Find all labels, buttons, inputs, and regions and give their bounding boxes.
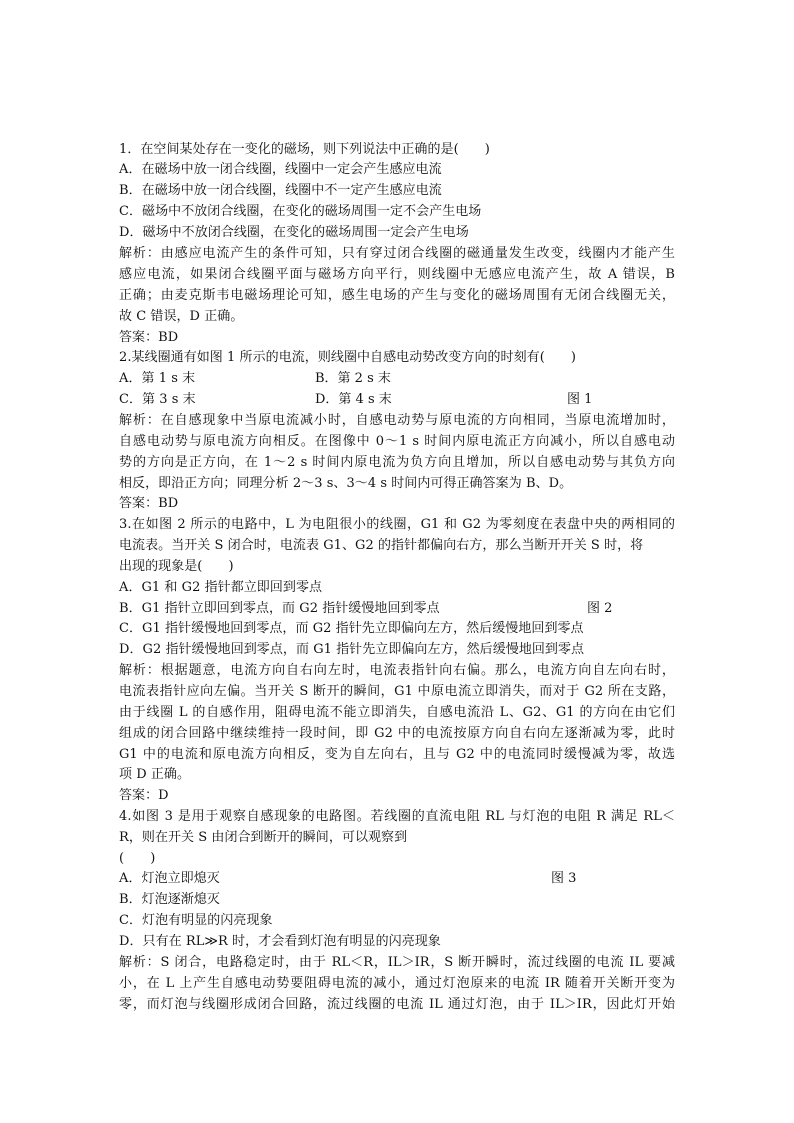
q1-analysis-line: 正确；由麦克斯韦电磁场理论可知，感生电场的产生与变化的磁场周围有无闭合线圈无关， bbox=[119, 288, 675, 303]
q1-option-a: A．在磁场中放一闭合线圈，线圈中一定会产生感应电流 bbox=[119, 162, 442, 177]
q2-option-a: A．第 1 s 末 bbox=[119, 371, 196, 386]
figure-3-label: 图 3 bbox=[551, 871, 577, 886]
q4-stem-line: ( ) bbox=[119, 851, 156, 866]
q2-option-d: D．第 4 s 末 bbox=[315, 392, 392, 407]
q1-option-c: C．磁场中不放闭合线圈，在变化的磁场周围一定不会产生电场 bbox=[119, 204, 482, 219]
q3-analysis-line: 解析：根据题意，电流方向自右向左时，电流表指针向右偏。那么，电流方向自左向右时， bbox=[119, 663, 675, 678]
q4-option-b: B．灯泡逐渐熄灭 bbox=[119, 892, 220, 907]
q4-option-d: D．只有在 RL≫R 时，才会看到灯泡有明显的闪亮现象 bbox=[119, 934, 441, 949]
q2-answer: 答案：BD bbox=[119, 496, 179, 511]
q3-option-c: C．G1 指针缓慢地回到零点，而 G2 指针先立即偏向左方，然后缓慢地回到零点 bbox=[119, 621, 584, 636]
q2-stem: 2.某线圈通有如图 1 所示的电流，则线圈中自感电动势改变方向的时刻有( ) bbox=[119, 350, 577, 365]
q3-stem-line: 出现的现象是( ) bbox=[119, 559, 234, 574]
q1-stem: 1．在空间某处存在一变化的磁场，则下列说法中正确的是( ) bbox=[119, 142, 490, 157]
q3-option-a: A．G1 和 G2 指针都立即回到零点 bbox=[119, 580, 323, 595]
figure-2-label: 图 2 bbox=[587, 601, 613, 616]
q3-stem-line: 3.在如图 2 所示的电路中，L 为电阻很小的线圈，G1 和 G2 为零刻度在表盘中央的两相同的 bbox=[119, 517, 676, 532]
q1-analysis-line: 感应电流，如果闭合线圈平面与磁场方向平行，则线圈中无感应电流产生，故 A 错误，B bbox=[119, 267, 675, 282]
q3-analysis-line: G1 中的电流和原电流方向相反，变为自左向右，且与 G2 中的电流同时缓慢减为零，故选 bbox=[119, 747, 675, 762]
q4-analysis-line: 小，在 L 上产生自感电动势要阻碍电流的减小，通过灯泡原来的电流 IR 随着开关断开变为 bbox=[119, 976, 675, 991]
q3-analysis-line: 项 D 正确。 bbox=[119, 767, 191, 782]
q2-analysis-line: 自感电动势与原电流方向相反。在图像中 0～1 s 时间内原电流正方向减小，所以自感电动 bbox=[119, 434, 675, 449]
q4-option-a: A．灯泡立即熄灭 bbox=[119, 871, 220, 886]
q4-option-c: C．灯泡有明显的闪亮现象 bbox=[119, 913, 273, 928]
q2-option-c: C．第 3 s 末 bbox=[119, 392, 196, 407]
q1-answer: 答案：BD bbox=[119, 330, 179, 345]
figure-1-label: 图 1 bbox=[567, 392, 593, 407]
q4-stem-line: R，则在开关 S 由闭合到断开的瞬间，可以观察到 bbox=[119, 830, 408, 845]
q2-analysis-line: 势的方向是正方向，在 1～2 s 时间内原电流为负方向且增加，所以自感电动势与其负方向 bbox=[119, 455, 675, 470]
q1-analysis-line: 解析：由感应电流产生的条件可知，只有穿过闭合线圈的磁通量发生改变，线圈内才能产生 bbox=[119, 246, 675, 261]
q3-answer: 答案：D bbox=[119, 788, 169, 803]
q4-analysis-line: 解析：S 闭合，电路稳定时，由于 RL＜R，IL＞IR，S 断开瞬时，流过线圈的电流 IL 要减 bbox=[119, 955, 675, 970]
q3-analysis-line: 由于线圈 L 的自感作用，阻碍电流不能立即消失，自感电流沿 L、G2、G1 的方向在由它们 bbox=[119, 705, 675, 720]
q1-option-b: B．在磁场中放一闭合线圈，线圈中不一定产生感应电流 bbox=[119, 183, 442, 198]
q1-option-d: D．磁场中不放闭合线圈，在变化的磁场周围一定会产生电场 bbox=[119, 225, 469, 240]
q3-analysis-line: 电流表指针应向左偏。当开关 S 断开的瞬间，G1 中原电流立即消失，而对于 G2 所在支路， bbox=[119, 684, 675, 699]
q4-stem-line: 4.如图 3 是用于观察自感现象的电路图。若线圈的直流电阻 RL 与灯泡的电阻 R 满足 RL＜ bbox=[119, 809, 675, 824]
q3-option-b: B．G1 指针立即回到零点，而 G2 指针缓慢地回到零点 bbox=[119, 601, 440, 616]
q3-analysis-line: 组成的闭合回路中继续维持一段时间，即 G2 中的电流按原方向自右向左逐渐减为零，此时 bbox=[119, 726, 675, 741]
q1-analysis-line: 故 C 错误，D 正确。 bbox=[119, 309, 244, 324]
q2-option-b: B．第 2 s 末 bbox=[315, 371, 391, 386]
q2-analysis-line: 解析：在自感现象中当原电流减小时，自感电动势与原电流的方向相同，当原电流增加时， bbox=[119, 413, 675, 428]
q3-stem-line: 电流表。当开关 S 闭合时，电流表 G1、G2 的指针都偏向右方，那么当断开开关 S 时，将 bbox=[119, 538, 644, 553]
q4-analysis-line: 零，而灯泡与线圈形成闭合回路，流过线圈的电流 IL 通过灯泡，由于 IL＞IR，因此灯开始 bbox=[119, 997, 675, 1012]
q3-option-d: D．G2 指针缓慢地回到零点，而 G1 指针先立即偏向左方，然后缓慢地回到零点 bbox=[119, 642, 585, 657]
q2-analysis-line: 相反，即沿正方向；同理分析 2～3 s、3～4 s 时间内可得正确答案为 B、D。 bbox=[119, 476, 573, 491]
